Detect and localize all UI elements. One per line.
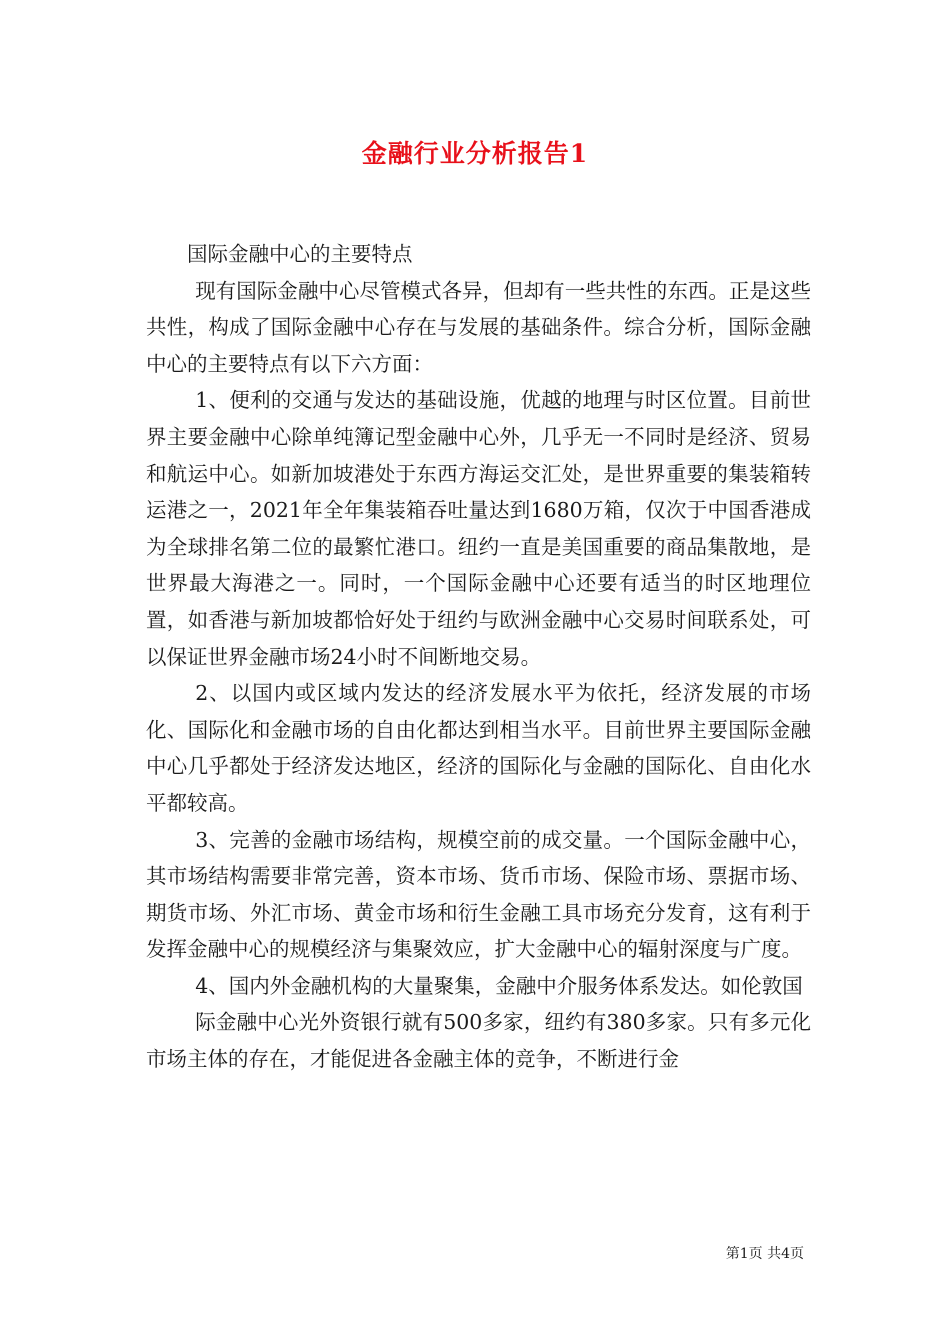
page-number-footer: 第1页 共4页 [725,1246,804,1262]
paragraph-intro: 现有国际金融中心尽管模式各异，但却有一些共性的东西。正是这些共性，构成了国际金融中心存在与发展的基础条件。综合分析，国际金融中心的主要特点有以下六方面： [146,278,811,376]
document-title: 金融行业分析报告1 [361,139,589,168]
paragraph-point-2: 2、以国内或区域内发达的经济发展水平为依托，经济发展的市场化、国际化和金融市场的自由化都达到相当水平。目前世界主要国际金融中心几乎都处于经济发达地区，经济的国际化与金融的国际化、自由化水平都较高。 [146,681,811,815]
paragraph-point-1: 1、便利的交通与发达的基础设施，优越的地理与时区位置。目前世界主要金融中心除单纯簿记型金融中心外，几乎无一不同时是经济、贸易和航运中心。如新加坡港处于东西方海运交汇处，是世界重要的集装箱转运港之一，2021年全年集装箱吞吐量达到1680万箱，仅次于中国香港成为全球排名第二位的最繁忙港口。纽约一直是美国重要的商品集散地，是世界最大海港之一。同时，一个国际金融中心还要有适当的时区地理位置，如香港与新加坡都恰好处于纽约与欧洲金融中心交易时间联系处，可以保证世界金融市场24小时不间断地交易。 [146,388,811,669]
document-body [146,236,811,1078]
paragraph-point-4: 4、国内外金融机构的大量聚集，金融中介服务体系发达。如伦敦国 [195,973,803,998]
paragraph-point-3: 3、完善的金融市场结构，规模空前的成交量。一个国际金融中心，其市场结构需要非常完善，资本市场、货币市场、保险市场、票据市场、期货市场、外汇市场、黄金市场和衍生金融工具市场充分发育，这有利于发挥金融中心的规模经济与集聚效应，扩大金融中心的辐射深度与广度。 [146,827,811,962]
paragraph-point-4-continued: 际金融中心光外资银行就有500多家，纽约有380多家。只有多元化市场主体的存在，才能促进各金融主体的竞争，不断进行金 [146,1010,811,1072]
section-heading: 国际金融中心的主要特点 [187,242,413,266]
